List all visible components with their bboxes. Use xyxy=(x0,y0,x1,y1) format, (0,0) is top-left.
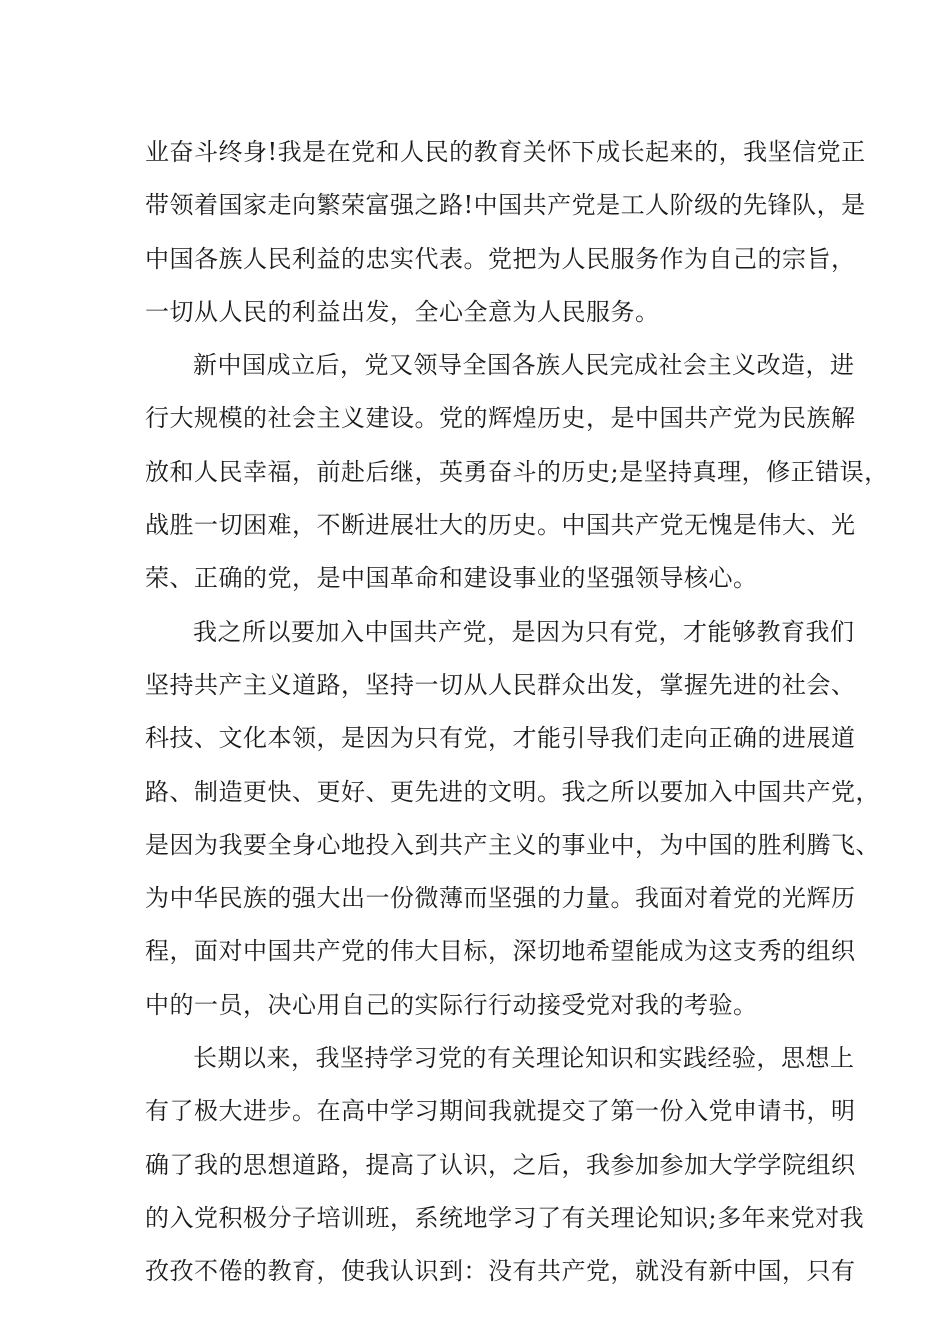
text-line: 确了我的思想道路，提高了认识，之后，我参加参加大学学院组织 xyxy=(145,1150,856,1179)
text-line: 有了极大进步。在高中学习期间我就提交了第一份入党申请书，明 xyxy=(145,1097,856,1126)
paragraph-1 xyxy=(145,130,866,343)
text-line: 行大规模的社会主义建设。党的辉煌历史，是中国共产党为民族解 xyxy=(145,404,856,433)
text-line: 孜孜不倦的教育，使我认识到：没有共产党，就没有新中国，只有 xyxy=(145,1257,856,1286)
text-line: 战胜一切困难，不断进展壮大的历史。中国共产党无愧是伟大、光 xyxy=(145,511,856,540)
text-line: 放和人民幸福，前赴后继，英勇奋斗的历史;是坚持真理，修正错误， xyxy=(145,457,889,486)
text-line: 长期以来，我坚持学习党的有关理论知识和实践经验，思想上 xyxy=(193,1044,855,1073)
text-line: 带领着国家走向繁荣富强之路!中国共产党是工人阶级的先锋队，是 xyxy=(145,191,866,220)
text-line: 中的一员，决心用自己的实际行行动接受党对我的考验。 xyxy=(145,990,758,1019)
paragraph-4 xyxy=(145,1036,865,1302)
text-line: 坚持共产主义道路，坚持一切从人民群众出发，掌握先进的社会、 xyxy=(145,670,856,699)
text-line: 的入党积极分子培训班，系统地学习了有关理论知识;多年来党对我 xyxy=(145,1203,865,1232)
text-line: 路、制造更快、更好、更先进的文明。我之所以要加入中国共产党， xyxy=(145,777,880,806)
body-text xyxy=(145,130,889,1303)
text-line: 中国各族人民利益的忠实代表。党把为人民服务作为自己的宗旨， xyxy=(145,244,856,273)
text-line: 为中华民族的强大出一份微薄而坚强的力量。我面对着党的光辉历 xyxy=(145,884,856,913)
text-line: 是因为我要全身心地投入到共产主义的事业中，为中国的胜利腾飞、 xyxy=(145,830,880,859)
paragraph-3 xyxy=(145,610,880,1036)
text-line: 我之所以要加入中国共产党，是因为只有党，才能够教育我们 xyxy=(193,617,855,646)
text-line: 程，面对中国共产党的伟大目标，深切地希望能成为这支秀的组织 xyxy=(145,937,856,966)
text-line: 荣、正确的党，是中国革命和建设事业的坚强领导核心。 xyxy=(145,564,758,593)
text-line: 业奋斗终身!我是在党和人民的教育关怀下成长起来的，我坚信党正 xyxy=(145,138,866,166)
text-line: 科技、文化本领，是因为只有党，才能引导我们走向正确的进展道 xyxy=(145,724,856,753)
text-line: 一切从人民的利益出发，全心全意为人民服务。 xyxy=(145,297,660,326)
text-line: 新中国成立后，党又领导全国各族人民完成社会主义改造，进 xyxy=(193,351,855,380)
paragraph-2 xyxy=(145,343,889,609)
